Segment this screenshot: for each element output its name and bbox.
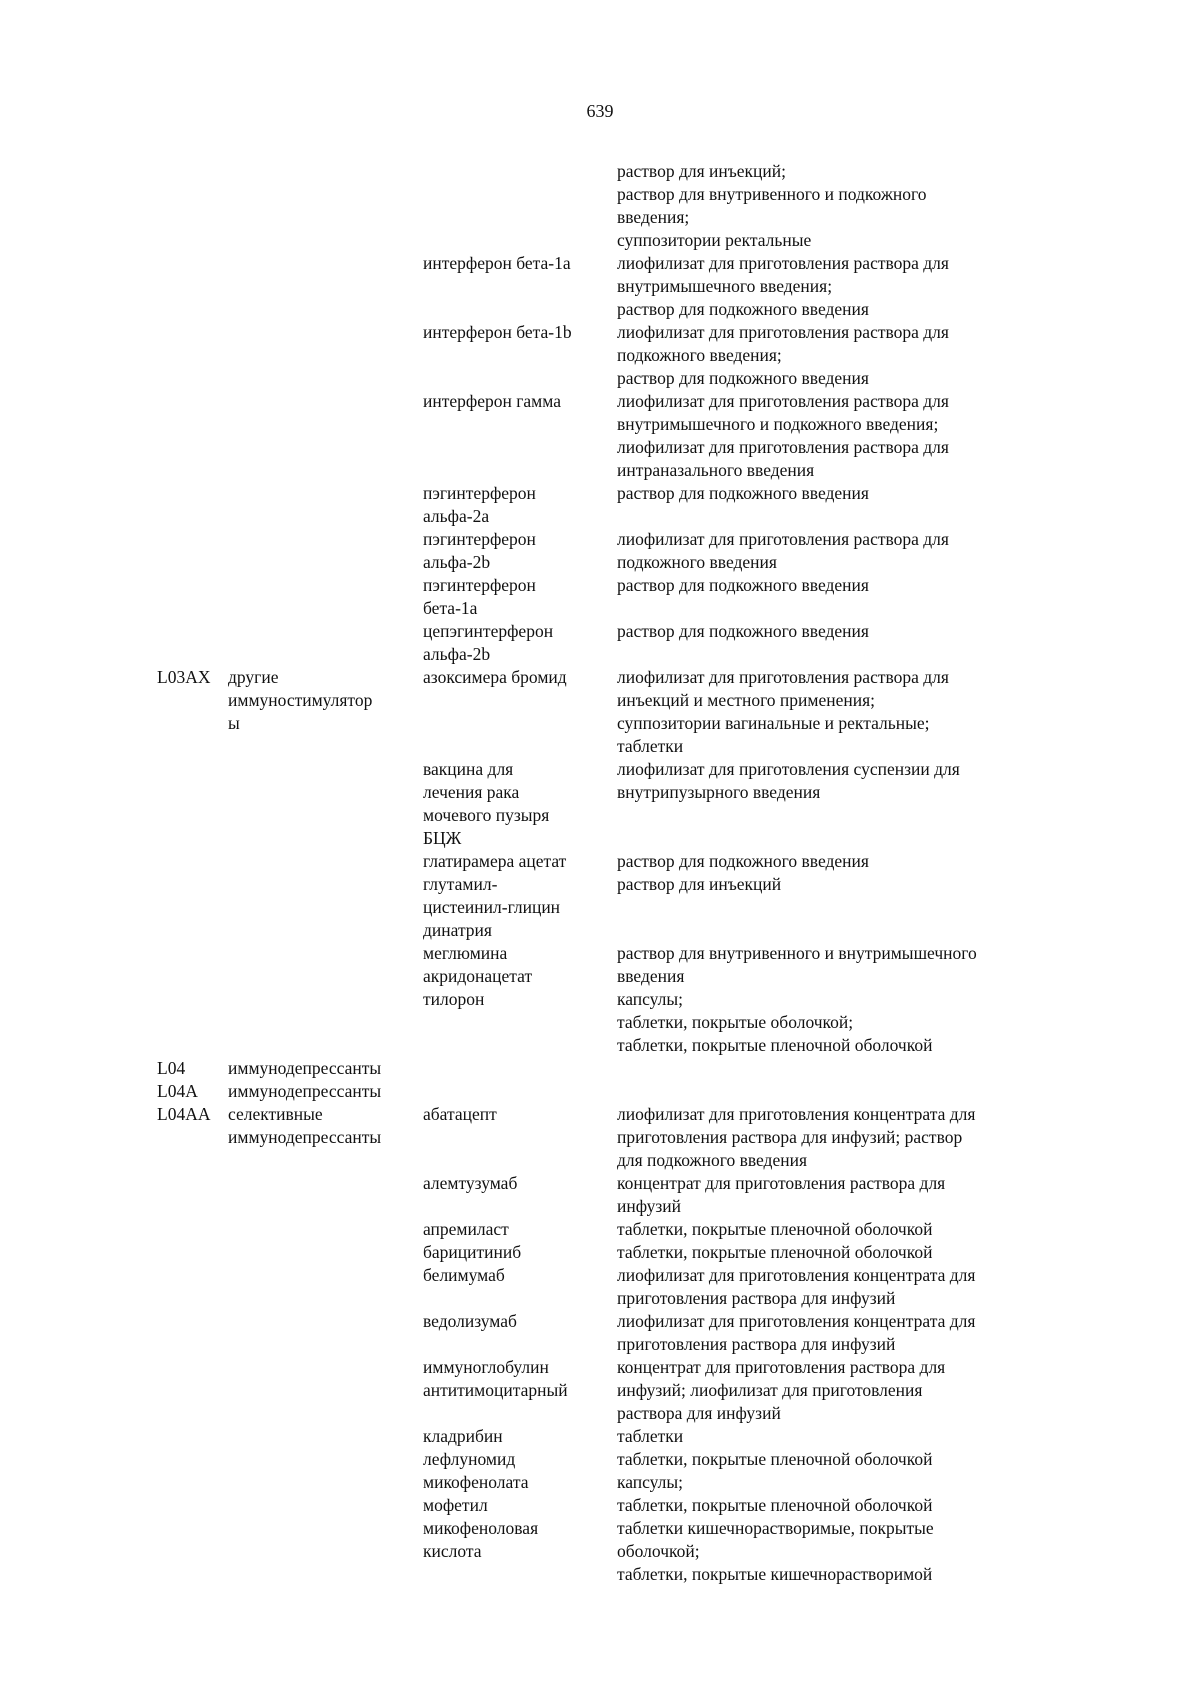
pharmacological-group-cell	[224, 482, 419, 528]
atc-code-cell	[0, 1356, 224, 1425]
drug-name-line: цистеинил-глицин	[423, 897, 561, 917]
drug-name-line: апремиласт	[423, 1219, 509, 1239]
dosage-form-line: таблетки, покрытые кишечнорастворимой	[617, 1564, 933, 1584]
table-row	[0, 1356, 1200, 1425]
atc-code-cell	[0, 1080, 224, 1103]
dosage-form-line: лиофилизат для приготовления раствора для	[617, 322, 949, 342]
table-row	[0, 988, 1200, 1057]
pharmacological-group-cell	[224, 528, 419, 574]
dosage-form-line: лиофилизат для приготовления раствора для	[617, 391, 949, 411]
pharmacological-group-cell	[224, 1241, 419, 1264]
atc-code-cell	[0, 1218, 224, 1241]
pharmacological-group-cell	[224, 873, 419, 942]
table-row	[0, 1310, 1200, 1356]
pharmacological-group-line: другие	[228, 667, 279, 687]
dosage-form-cell	[611, 666, 1031, 758]
dosage-form-cell	[611, 1241, 1031, 1264]
table-row	[0, 1103, 1200, 1172]
dosage-form-cell	[611, 1356, 1031, 1425]
pharmacological-group-cell	[224, 321, 419, 390]
drug-name-cell	[419, 482, 611, 528]
pharmacological-group-line: иммуностимулятор	[228, 690, 373, 710]
table-row	[0, 1517, 1200, 1586]
dosage-form-line: лиофилизат для приготовления концентрата для	[617, 1265, 976, 1285]
dosage-form-line: раствор для подкожного введения	[617, 621, 869, 641]
dosage-form-line: раствор для подкожного введения	[617, 483, 869, 503]
atc-code-cell	[0, 988, 224, 1057]
dosage-form-line: введения;	[617, 207, 690, 227]
drug-name-cell	[419, 758, 611, 850]
dosage-form-cell	[611, 160, 1031, 252]
pharmacological-group-cell	[224, 988, 419, 1057]
drug-name-line: ведолизумаб	[423, 1311, 517, 1331]
drug-name-cell	[419, 321, 611, 390]
drug-name-cell	[419, 850, 611, 873]
page-number: 639	[586, 101, 614, 121]
dosage-form-line: концентрат для приготовления раствора для	[617, 1173, 946, 1193]
table-row	[0, 1425, 1200, 1448]
dosage-form-line: таблетки, покрытые пленочной оболочкой	[617, 1219, 933, 1239]
drug-name-cell	[419, 1310, 611, 1356]
table-row	[0, 758, 1200, 850]
dosage-form-line: инъекций и местного применения;	[617, 690, 876, 710]
pharmacological-group-cell	[224, 574, 419, 620]
table-row	[0, 321, 1200, 390]
table-row	[0, 252, 1200, 321]
drug-name-line: микофеноловая	[423, 1518, 539, 1538]
drug-name-cell	[419, 1448, 611, 1471]
dosage-form-cell	[611, 1172, 1031, 1218]
atc-code-cell	[0, 252, 224, 321]
dosage-form-line: суппозитории ректальные	[617, 230, 812, 250]
table-row	[0, 390, 1200, 482]
pharmacological-group-cell	[224, 850, 419, 873]
pharmacological-group-cell	[224, 1517, 419, 1586]
atc-code-cell	[0, 321, 224, 390]
dosage-form-line: лиофилизат для приготовления концентрата для	[617, 1311, 976, 1331]
dosage-form-line: подкожного введения	[617, 552, 777, 572]
pharmacological-group-line: ы	[228, 713, 240, 733]
drug-name-line: пэгинтерферон	[423, 529, 536, 549]
drug-name-cell	[419, 1356, 611, 1425]
pharmacological-group-cell	[224, 1310, 419, 1356]
dosage-form-line: таблетки, покрытые пленочной оболочкой	[617, 1035, 933, 1055]
drug-name-line: пэгинтерферон	[423, 483, 536, 503]
atc-code-cell	[0, 482, 224, 528]
dosage-form-line: инфузий	[617, 1196, 682, 1216]
dosage-form-line: суппозитории вагинальные и ректальные;	[617, 713, 930, 733]
pharmacological-group-cell	[224, 758, 419, 850]
dosage-form-line: интраназального введения	[617, 460, 815, 480]
drug-name-line: акридонацетат	[423, 966, 533, 986]
drug-name-line: альфа-2b	[423, 552, 491, 572]
pharmacological-group-cell	[224, 1264, 419, 1310]
pharmacological-group-cell	[224, 1103, 419, 1172]
drug-name-cell	[419, 942, 611, 988]
table-row	[0, 160, 1200, 252]
atc-code-cell	[0, 1103, 224, 1172]
atc-code-cell	[0, 942, 224, 988]
drug-name-line: вакцина для	[423, 759, 514, 779]
dosage-form-line: капсулы;	[617, 989, 684, 1009]
dosage-form-line: лиофилизат для приготовления суспензии для	[617, 759, 960, 779]
dosage-form-line: приготовления раствора для инфузий	[617, 1288, 896, 1308]
drug-name-line: альфа-2b	[423, 644, 491, 664]
dosage-form-cell	[611, 1080, 1031, 1103]
drug-name-line: динатрия	[423, 920, 492, 940]
drug-name-cell	[419, 1471, 611, 1517]
drug-name-cell	[419, 1103, 611, 1172]
drug-name-cell	[419, 988, 611, 1057]
drug-name-cell	[419, 1517, 611, 1586]
atc-code-cell	[0, 666, 224, 758]
dosage-form-line: раствор для внутривенного и внутримышечного	[617, 943, 977, 963]
dosage-form-cell	[611, 528, 1031, 574]
drug-name-line: абатацепт	[423, 1104, 497, 1124]
table-row	[0, 1057, 1200, 1080]
table-row	[0, 620, 1200, 666]
table-row	[0, 1218, 1200, 1241]
table-row	[0, 942, 1200, 988]
drug-name-cell	[419, 1172, 611, 1218]
drug-name-line: бета-1a	[423, 598, 478, 618]
dosage-form-cell	[611, 1310, 1031, 1356]
dosage-form-line: приготовления раствора для инфузий	[617, 1334, 896, 1354]
atc-code-cell	[0, 1172, 224, 1218]
pharmacological-group-line: иммунодепрессанты	[228, 1058, 382, 1078]
drug-name-line: глатирамера ацетат	[423, 851, 567, 871]
dosage-form-line: лиофилизат для приготовления раствора для	[617, 437, 949, 457]
dosage-form-line: таблетки, покрытые пленочной оболочкой	[617, 1495, 933, 1515]
dosage-form-line: раствор для подкожного введения	[617, 851, 869, 871]
dosage-form-cell	[611, 1425, 1031, 1448]
dosage-form-cell	[611, 1517, 1031, 1586]
dosage-form-line: таблетки, покрытые оболочкой;	[617, 1012, 854, 1032]
pharmacological-group-cell	[224, 390, 419, 482]
dosage-form-line: инфузий; лиофилизат для приготовления	[617, 1380, 923, 1400]
pharmacological-group-cell	[224, 942, 419, 988]
dosage-form-line: лиофилизат для приготовления раствора для	[617, 529, 949, 549]
drug-name-line: тилорон	[423, 989, 485, 1009]
dosage-form-cell	[611, 1057, 1031, 1080]
dosage-form-line: концентрат для приготовления раствора для	[617, 1357, 946, 1377]
drug-name-cell	[419, 1057, 611, 1080]
dosage-form-line: для подкожного введения	[617, 1150, 807, 1170]
drug-name-line: мофетил	[423, 1495, 488, 1515]
pharmacological-group-cell	[224, 252, 419, 321]
pharmacological-group-line: селективные	[228, 1104, 323, 1124]
dosage-form-line: оболочкой;	[617, 1541, 700, 1561]
table-row	[0, 574, 1200, 620]
table-row	[0, 528, 1200, 574]
table-row	[0, 482, 1200, 528]
pharmacological-group-cell	[224, 1172, 419, 1218]
dosage-form-line: лиофилизат для приготовления раствора для	[617, 667, 949, 687]
drug-name-cell	[419, 1425, 611, 1448]
pharmacological-group-cell	[224, 1356, 419, 1425]
dosage-form-line: подкожного введения;	[617, 345, 782, 365]
drug-name-cell	[419, 160, 611, 252]
atc-code-cell	[0, 873, 224, 942]
drug-name-line: пэгинтерферон	[423, 575, 536, 595]
dosage-form-line: раствор для инъекций;	[617, 161, 787, 181]
dosage-form-cell	[611, 1448, 1031, 1471]
drug-name-line: БЦЖ	[423, 828, 462, 848]
atc-code-cell	[0, 850, 224, 873]
dosage-form-line: раствор для внутривенного и подкожного	[617, 184, 927, 204]
dosage-form-cell	[611, 1218, 1031, 1241]
atc-code-cell	[0, 528, 224, 574]
table-row	[0, 666, 1200, 758]
atc-code-cell	[0, 390, 224, 482]
atc-code-cell	[0, 1264, 224, 1310]
dosage-form-line: таблетки	[617, 1426, 684, 1446]
table-row	[0, 850, 1200, 873]
drug-name-line: альфа-2a	[423, 506, 490, 526]
pharmacological-group-line: иммунодепрессанты	[228, 1127, 382, 1147]
drug-name-line: кислота	[423, 1541, 482, 1561]
atc-code-cell	[0, 1310, 224, 1356]
atc-code-cell	[0, 1448, 224, 1471]
drug-name-line: барицитиниб	[423, 1242, 522, 1262]
atc-code-cell	[0, 160, 224, 252]
drug-name-cell	[419, 252, 611, 321]
dosage-form-cell	[611, 252, 1031, 321]
atc-code-line: L04AA	[157, 1104, 211, 1124]
drug-name-cell	[419, 390, 611, 482]
drug-name-line: лечения рака	[423, 782, 520, 802]
dosage-form-cell	[611, 1471, 1031, 1517]
dosage-form-line: лиофилизат для приготовления концентрата для	[617, 1104, 976, 1124]
dosage-form-line: раствор для подкожного введения	[617, 368, 869, 388]
drug-name-cell	[419, 873, 611, 942]
dosage-form-cell	[611, 482, 1031, 528]
drug-name-line: лефлуномид	[423, 1449, 516, 1469]
table-row	[0, 873, 1200, 942]
drug-name-cell	[419, 1264, 611, 1310]
atc-code-cell	[0, 1471, 224, 1517]
drug-name-cell	[419, 620, 611, 666]
dosage-form-cell	[611, 1103, 1031, 1172]
table-row	[0, 1080, 1200, 1103]
dosage-form-cell	[611, 873, 1031, 942]
atc-code-cell	[0, 1517, 224, 1586]
dosage-form-line: таблетки	[617, 736, 684, 756]
dosage-form-cell	[611, 1264, 1031, 1310]
dosage-form-line: раствор для подкожного введения	[617, 299, 869, 319]
pharmacological-group-cell	[224, 1080, 419, 1103]
table-row	[0, 1172, 1200, 1218]
dosage-form-cell	[611, 620, 1031, 666]
dosage-form-cell	[611, 850, 1031, 873]
drug-name-line: интерферон гамма	[423, 391, 561, 411]
pharmacological-group-cell	[224, 1057, 419, 1080]
drug-name-line: микофенолата	[423, 1472, 529, 1492]
drug-name-line: алемтузумаб	[423, 1173, 518, 1193]
dosage-form-cell	[611, 942, 1031, 988]
pharmacological-group-cell	[224, 620, 419, 666]
atc-code-cell	[0, 1425, 224, 1448]
drug-name-line: цепэгинтерферон	[423, 621, 554, 641]
dosage-form-line: капсулы;	[617, 1472, 684, 1492]
dosage-form-line: внутримышечного введения;	[617, 276, 833, 296]
dosage-form-line: раствор для подкожного введения	[617, 575, 869, 595]
dosage-form-cell	[611, 321, 1031, 390]
dosage-form-cell	[611, 574, 1031, 620]
atc-code-cell	[0, 620, 224, 666]
pharmacological-group-cell	[224, 666, 419, 758]
pharmacological-group-cell	[224, 1448, 419, 1471]
atc-code-line: L04	[157, 1058, 186, 1078]
pharmacological-group-cell	[224, 1425, 419, 1448]
drug-name-line: мочевого пузыря	[423, 805, 550, 825]
drug-name-cell	[419, 1080, 611, 1103]
dosage-form-line: раствора для инфузий	[617, 1403, 781, 1423]
drug-name-line: иммуноглобулин	[423, 1357, 549, 1377]
pharmacological-group-cell	[224, 1218, 419, 1241]
drug-name-cell	[419, 666, 611, 758]
medication-table	[0, 160, 1200, 1586]
drug-name-line: глутамил-	[423, 874, 498, 894]
drug-name-cell	[419, 528, 611, 574]
drug-name-line: кладрибин	[423, 1426, 503, 1446]
table-row	[0, 1264, 1200, 1310]
drug-name-line: азоксимера бромид	[423, 667, 567, 687]
atc-code-line: L04A	[157, 1081, 198, 1101]
dosage-form-line: приготовления раствора для инфузий; раствор	[617, 1127, 963, 1147]
atc-code-cell	[0, 574, 224, 620]
pharmacological-group-line: иммунодепрессанты	[228, 1081, 382, 1101]
dosage-form-cell	[611, 390, 1031, 482]
dosage-form-line: раствор для инъекций	[617, 874, 782, 894]
drug-name-cell	[419, 1241, 611, 1264]
drug-name-line: белимумаб	[423, 1265, 505, 1285]
atc-code-cell	[0, 758, 224, 850]
drug-name-line: меглюмина	[423, 943, 508, 963]
drug-name-line: интерферон бета-1b	[423, 322, 572, 342]
dosage-form-line: внутрипузырного введения	[617, 782, 821, 802]
atc-code-cell	[0, 1241, 224, 1264]
drug-name-cell	[419, 1218, 611, 1241]
dosage-form-line: введения	[617, 966, 685, 986]
drug-name-cell	[419, 574, 611, 620]
pharmacological-group-cell	[224, 1471, 419, 1517]
atc-code-line: L03AX	[157, 667, 211, 687]
drug-name-line: антитимоцитарный	[423, 1380, 568, 1400]
dosage-form-cell	[611, 758, 1031, 850]
dosage-form-line: таблетки, покрытые пленочной оболочкой	[617, 1449, 933, 1469]
pharmacological-group-cell	[224, 160, 419, 252]
table-row	[0, 1241, 1200, 1264]
dosage-form-line: внутримышечного и подкожного введения;	[617, 414, 939, 434]
atc-code-cell	[0, 1057, 224, 1080]
dosage-form-line: таблетки, покрытые пленочной оболочкой	[617, 1242, 933, 1262]
table-row	[0, 1448, 1200, 1471]
table-row	[0, 1471, 1200, 1517]
dosage-form-cell	[611, 988, 1031, 1057]
dosage-form-line: лиофилизат для приготовления раствора для	[617, 253, 949, 273]
drug-name-line: интерферон бета-1a	[423, 253, 571, 273]
dosage-form-line: таблетки кишечнорастворимые, покрытые	[617, 1518, 934, 1538]
